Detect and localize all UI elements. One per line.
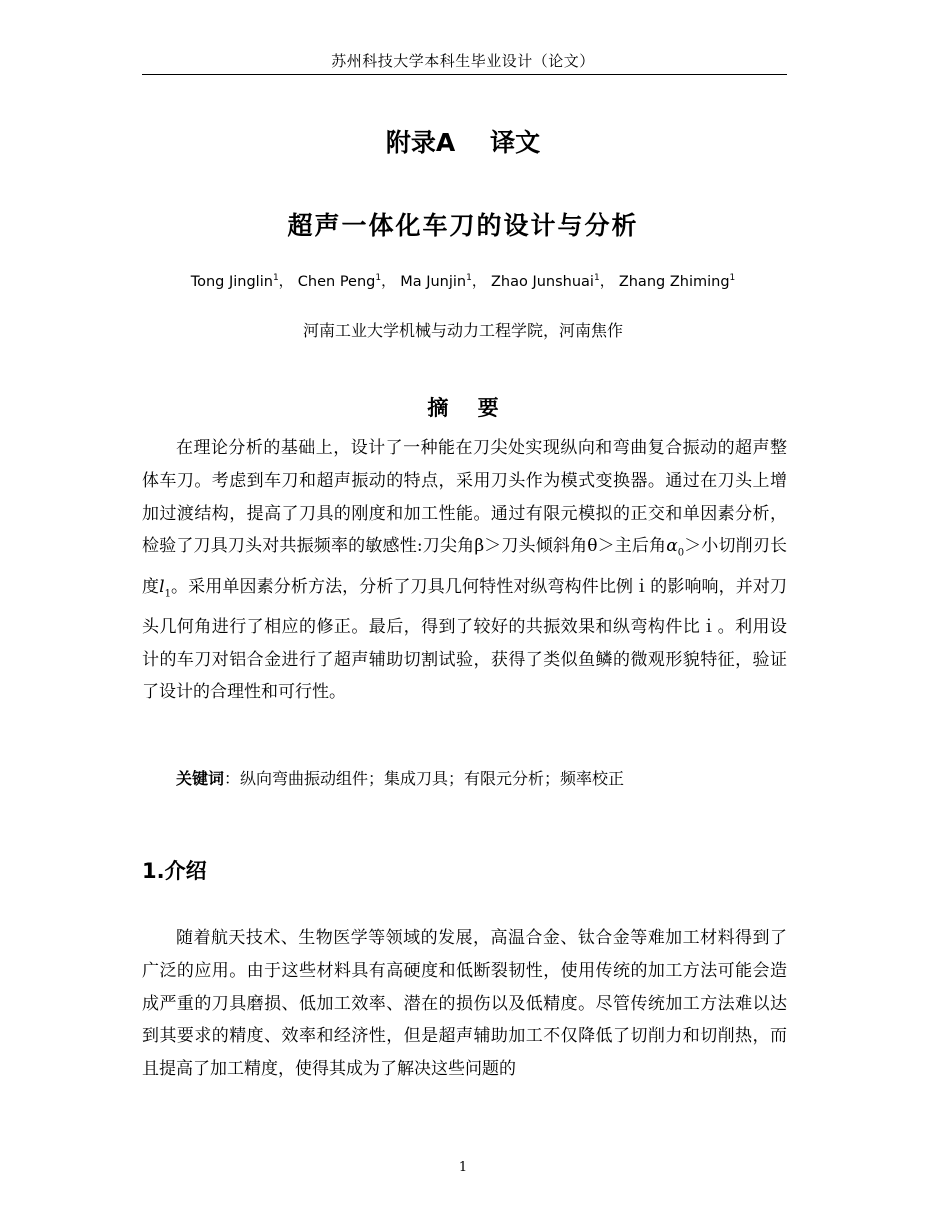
intro-paragraph: 随着航天技术、生物医学等领域的发展，高温合金、钛合金等难加工材料得到了广泛的应用。由于这些材料具有高硬度和低断裂韧性，使用传统的加工方法可能会造成严重的刀具磨损、低加工效率、潜在的损伤以及低精度。尽管传统加工方法难以达到其要求的精度、效率和经济性，但是超声辅助加工不仅降低了切削力和切削热，而且提高了加工精度，使得其成为了解决这些问题的 — [142, 928, 787, 1080]
author: Tong Jinglin$^1$ — [190, 273, 279, 290]
alpha-symbol: $\alpha_0$ — [666, 536, 685, 559]
author-list: Tong Jinglin$^1$， Chen Peng$^1$， Ma Junjin$^1$， Zhao Junshuai$^1$， Zhang Zhiming$^1$ — [190, 273, 736, 290]
abstract-heading: 摘 要 — [427, 396, 499, 420]
page-number: 1 — [458, 1160, 468, 1175]
abstract-paragraph: 在理论分析的基础上，设计了一种能在刀尖处实现纵向和弯曲复合振动的超声整体车刀。考虑到车刀和超声振动的特点，采用刀头作为模式变换器。通过在刀头上增加过渡结构，提高了刀具的刚度和加工性能。通过有限元模拟的正交和单因素分析，检验了刀具刀头对共振频率的敏感性:刀尖角β＞刀头倾斜角θ＞主后角$\alpha_0>$小切削刃长度$l_1$。采用单因素分析方法，分析了刀具几何特性对纵弯构件比例ｉ的影响响，并对刀头几何角进行了相应的修正。最后，得到了较好的共振效果和纵弯构件比ｉ。利用设计的车刀对铝合金进行了超声辅助切割试验，获得了类似鱼鳞的微观形貌特征，验证了设计的合理性和可行性。 — [142, 438, 788, 703]
keywords-line: 关键词：纵向弯曲振动组件；集成刀具；有限元分析；频率校正 — [176, 769, 625, 788]
section-heading: 1.介绍 — [142, 859, 207, 883]
author: Zhang Zhiming$^1$ — [618, 273, 736, 290]
author: Zhao Junshuai$^1$ — [490, 273, 600, 290]
author: Chen Peng$^1$ — [297, 273, 382, 290]
keywords-label: 关键词 — [176, 769, 225, 788]
appendix-title: 附录A 译文 — [385, 128, 541, 157]
author: Ma Junjin$^1$ — [400, 273, 472, 290]
page-header: 苏州科技大学本科生毕业设计（论文） — [331, 52, 595, 70]
affiliation: 河南工业大学机械与动力工程学院，河南焦作 — [302, 321, 623, 340]
l-symbol: $l_1$ — [159, 576, 171, 599]
keywords-text: 纵向弯曲振动组件；集成刀具；有限元分析；频率校正 — [240, 769, 625, 788]
paper-title: 超声一体化车刀的设计与分析 — [287, 211, 639, 240]
header-rule — [142, 74, 787, 75]
